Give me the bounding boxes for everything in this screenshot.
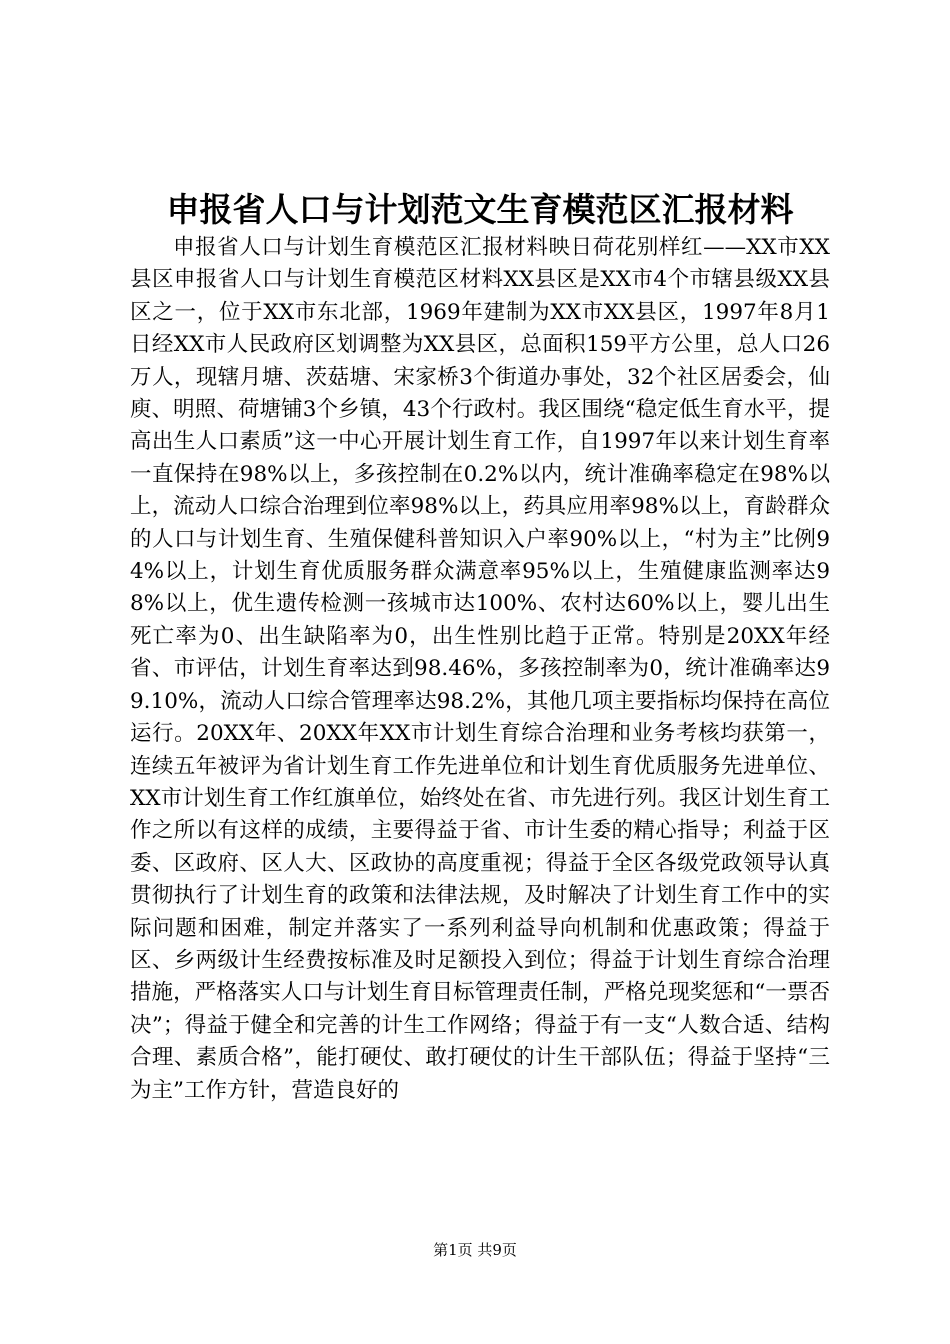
document-title: 申报省人口与计划范文生育模范区汇报材料 [166, 190, 794, 229]
document-body-paragraph: 申报省人口与计划生育模范区汇报材料映日荷花别样红——XX市XX县区申报省人口与计划生育模范区材料XX县区是XX市4个市辖县级XX县区之一，位于XX市东北部，1969年建制为XX市XX县区，1997年8月1日经XX市人民政府区划调整为XX县区，总面积159平方公里，总人口26万人，现辖月塘、茨菇塘、宋家桥3个街道办事处，32个社区居委会，仙庾、明照、荷塘铺3个乡镇，43个行政村。我区围绕“稳定低生育水平，提高出生人口素质”这一中心开展计划生育工作，自1997年以来计划生育率一直保持在98%以上，多孩控制在0.2%以内，统计准确率稳定在98%以上，流动人口综合治理到位率98%以上，药具应用率98%以上，育龄群众的人口与计划生育、生殖保健科普知识入户率90%以上，“村为主”比例94%以上，计划生育优质服务群众满意率95%以上，生殖健康监测率达98%以上，优生遗传检测一孩城市达100%、农村达60%以上，婴儿出生死亡率为0、出生缺陷率为0，出生性别比趋于正常。特别是20XX年经省、市评估，计划生育率达到98.46%，多孩控制率为0，统计准确率达99.10%，流动人口综合管理率达98.2%，其他几项主要指标均保持在高位运行。20XX年、20XX年XX市计划生育综合治理和业务考核均获第一，连续五年被评为省计划生育工作先进单位和计划生育优质服务先进单位、XX市计划生育工作红旗单位，始终处在省、市先进行列。我区计划生育工作之所以有这样的成绩，主要得益于省、市计生委的精心指导；利益于区委、区政府、区人大、区政协的高度重视；得益于全区各级党政领导认真贯彻执行了计划生育的政策和法律法规，及时解决了计划生育工作中的实际问题和困难，制定并落实了一系列利益导向机制和优惠政策；得益于区、乡两级计生经费按标准及时足额投入到位；得益于计划生育综合治理措施，严格落实人口与计划生育目标管理责任制，严格兑现奖惩和“一票否决”；得益于健全和完善的计生工作网络；得益于有一支“人数合适、结构合理、素质合格”，能打硬仗、敢打硬仗的计生干部队伍；得益于坚持“三为主”工作方针，营造良好的 [130, 235, 830, 1103]
page-number-footer: 第1页 共9页 [433, 1241, 517, 1259]
